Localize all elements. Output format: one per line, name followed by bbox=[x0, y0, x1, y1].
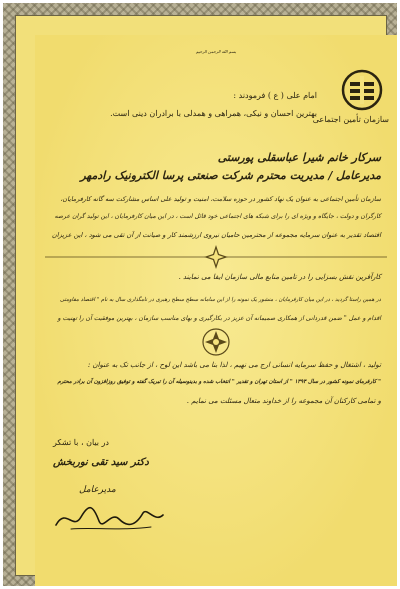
ornament-divider-icon bbox=[35, 242, 397, 272]
organization-name: سازمان تأمين اجتماعی bbox=[312, 115, 389, 124]
certificate-paper bbox=[35, 35, 397, 586]
closing-phrase: در بيان ، با تشکر bbox=[53, 438, 109, 447]
bismillah-heading: بسم الله الرحمن الرحيم bbox=[195, 49, 237, 54]
body-line: توليد ، اشتغال و حفظ سرمايه انسانی ارج می نهيم ، لذا بنا می باشد اين لوح ، از جانب تک به عنوان : bbox=[87, 361, 381, 369]
signer-name: دکتر سيد تقی نوربخش bbox=[53, 457, 149, 468]
signature-icon bbox=[51, 497, 171, 537]
social-security-logo-icon bbox=[341, 69, 383, 111]
body-line: اقدام و عمل " ضمن قدردانی از همکاری صميمانه آن عزيز در بکارگيری و بهای مناسب سازمان ، بهترين موفقيت آن را تهنيت و bbox=[57, 315, 381, 322]
quote-attribution: امام علی ( ع ) فرمودند : bbox=[233, 91, 317, 100]
body-line: کارآفرين نقش بسزايی را در تامين منابع مالی سازمان ايفا می نمايند . bbox=[178, 273, 381, 281]
signer-title: مديرعامل bbox=[79, 485, 116, 495]
quote-text: بهترين احسان و نيکی، همراهی و همدلی با برادران دينی است. bbox=[110, 109, 317, 118]
body-line: در همين راستا گرديد ، در اين ميان کارفرمايان ، منشور يک نمونه را از اين سامانه سطح سطح رهبری در نامگذاری سال به نام " اقتصاد مقاومتی bbox=[60, 297, 381, 303]
body-line: اقتصاد تقدير به عنوان سرمايه مجموعه از محترمين حاميان نيروی ارزشمند کار و صيانت از آن تقی می شود ، اين عزيزان bbox=[51, 231, 381, 239]
ornament-medallion-icon bbox=[35, 325, 397, 359]
body-line: کارگران و دولت ، جايگاه و ويژه ای را برای شبکه های اجتماعی خود قائل است ، در اين ميان کارفرمايان ، اين توليد گران عرصه bbox=[54, 213, 381, 220]
recipient-name: سرکار خانم شيرا عباسقلی پورستی bbox=[217, 151, 381, 164]
recipient-position: مديرعامل / مديريت محترم شرکت صنعتی پرسا الکترونيک رادمهر bbox=[80, 169, 381, 182]
body-line: سازمان تأمين اجتماعی به عنوان يک نهاد کشور در حوزه سلامت، امنيت و توليد علی اساس مشارکت سه گانه کارفرمايان، bbox=[60, 195, 381, 203]
body-line: و تمامی کارکنان آن مجموعه را از خداوند متعال مسئلت می نمايم . bbox=[186, 397, 381, 405]
body-line-highlight: " کارفرمای نمونه کشور در سال ۱۳۹۴ " از استان تهران و تقدير " انتخاب شده و بدينوسيله آن را تبريک گفته و توفيق روزافزون آن برادر محترم bbox=[57, 379, 381, 385]
